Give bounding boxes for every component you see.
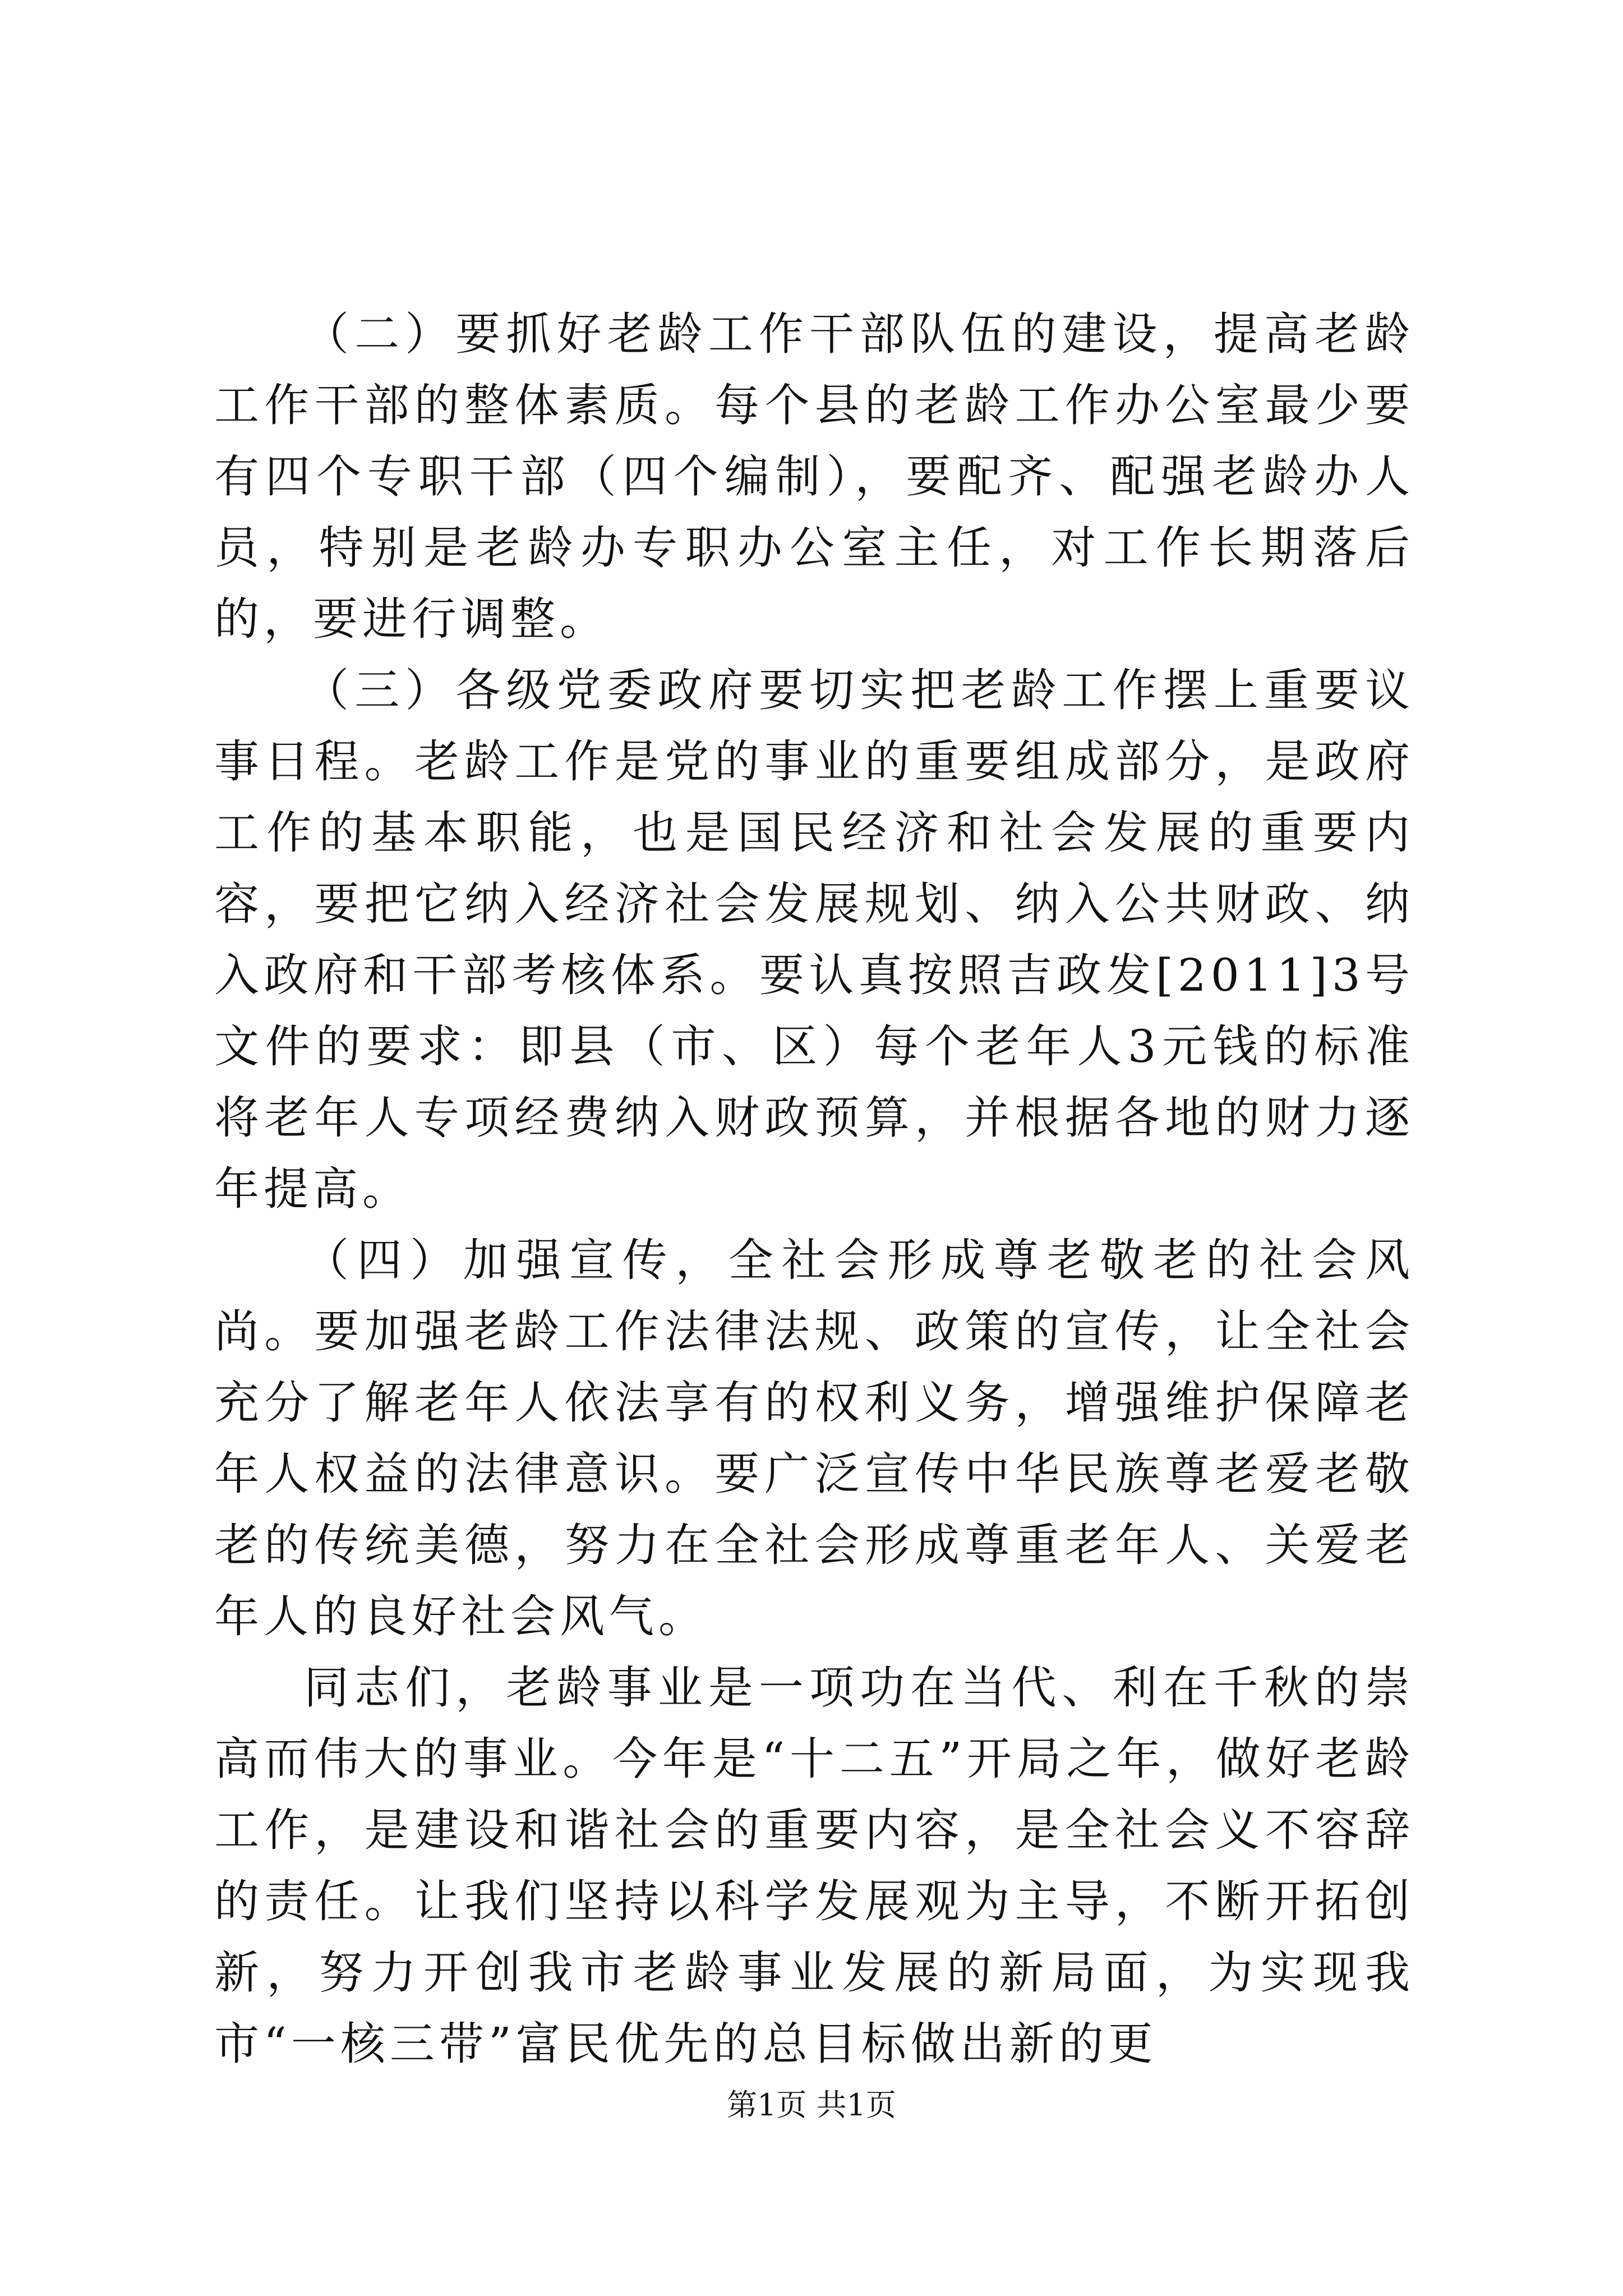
paragraph-2: （二）要抓好老龄工作干部队伍的建设，提高老龄工作干部的整体素质。每个县的老龄工作办公室最少要有四个专职干部（四个编制），要配齐、配强老龄办人员，特别是老龄办专职办公室主任，对工作长期落后的，要进行调整。	[214, 308, 1414, 645]
paragraph-closing: 同志们，老龄事业是一项功在当代、利在千秋的崇高而伟大的事业。今年是“十二五”开局之年，做好老龄工作，是建设和谐社会的重要内容，是全社会义不容辞的责任。让我们坚持以科学发展观为主导，不断开拓创新，努力开创我市老龄事业发展的新局面，为实现我市“一核三带”富民优先的总目标做出新的更	[214, 1662, 1414, 2070]
document-body	[214, 298, 1414, 2079]
paragraph-4: （四）加强宣传，全社会形成尊老敬老的社会风尚。要加强老龄工作法律法规、政策的宣传，让全社会充分了解老年人依法享有的权利义务，增强维护保障老年人权益的法律意识。要广泛宣传中华民族尊老爱老敬老的传统美德，努力在全社会形成尊重老年人、关爱老年人的良好社会风气。	[214, 1234, 1414, 1642]
page-number-footer: 第1页 共1页	[727, 2087, 896, 2123]
paragraph-3: （三）各级党委政府要切实把老龄工作摆上重要议事日程。老龄工作是党的事业的重要组成部分，是政府工作的基本职能，也是国民经济和社会发展的重要内容，要把它纳入经济社会发展规划、纳入公共财政、纳入政府和干部考核体系。要认真按照吉政发[2011]3号文件的要求：即县（市、区）每个老年人3元钱的标准将老年人专项经费纳入财政预算，并根据各地的财力逐年提高。	[214, 664, 1414, 1215]
